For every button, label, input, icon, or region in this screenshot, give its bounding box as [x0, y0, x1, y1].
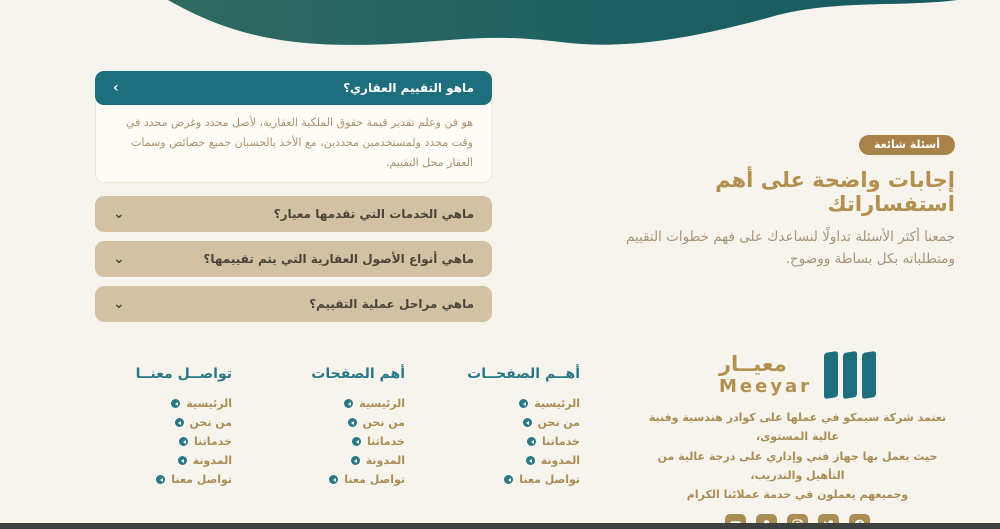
footer-link-contact[interactable]: تواصل معنا — [265, 470, 405, 489]
logo-name-arabic: معيــار — [718, 351, 787, 376]
logo-name-english: Meeyar — [718, 376, 813, 398]
arrow-bullet-icon — [156, 475, 165, 484]
faq-description: جمعنا أكثر الأسئلة تداولًا لنساعدك على فهم خطوات التقييم ومتطلباته بكل بساطة ووضوح. — [625, 229, 955, 268]
footer-link-about[interactable]: من نحن — [440, 413, 580, 432]
arrow-bullet-icon — [175, 418, 184, 427]
brand-logo-text — [719, 353, 812, 397]
arrow-bullet-icon — [526, 456, 535, 465]
brand-logo — [640, 352, 955, 398]
meeyar-logo-icon — [824, 352, 876, 398]
brand-description — [640, 408, 955, 504]
brand-description-line: حيث يعمل بها جهاز فني وإداري على درجة عالية من التأهيل والتدريب، — [657, 449, 938, 482]
footer-column-pages-1 — [440, 366, 580, 489]
arrow-bullet-icon — [523, 418, 532, 427]
arrow-bullet-icon — [352, 437, 361, 446]
brand-description-line: وجميعهم يعملون في خدمة عملائنا الكرام — [686, 488, 909, 501]
chevron-down-icon: ⌄ — [113, 251, 125, 268]
bottom-bar — [0, 523, 1000, 529]
footer-column-pages-2 — [265, 366, 405, 489]
top-wave-decoration — [0, 0, 1000, 52]
footer-link-about[interactable]: من نحن — [92, 413, 232, 432]
footer-link-home[interactable]: الرئيسية — [92, 394, 232, 413]
arrow-bullet-icon — [504, 475, 513, 484]
footer-link-services[interactable]: خدماتنا — [265, 432, 405, 451]
footer-column-contact — [92, 366, 232, 489]
arrow-bullet-icon — [351, 456, 360, 465]
faq-accordion — [95, 71, 492, 322]
faq-item-4-header[interactable] — [95, 286, 492, 322]
arrow-bullet-icon — [527, 437, 536, 446]
footer-link-services[interactable]: خدماتنا — [440, 432, 580, 451]
faq-item-3-header[interactable] — [95, 241, 492, 277]
faq-item-1-answer: هو فن وعلم تقدير قيمة حقوق الملكية العقارية، لأصل محدد وغرض محدد في وقت محدد ولمستخدمين محددين، مع الأخذ بالحسبان جميع خصائص وسمات العقار محل التقييم. — [95, 101, 492, 183]
faq-title: إجابات واضحة على أهم استفساراتك — [715, 168, 955, 216]
footer-brand — [640, 352, 955, 529]
wave-shape — [0, 0, 1000, 52]
arrow-bullet-icon — [171, 399, 180, 408]
footer-link-home[interactable]: الرئيسية — [440, 394, 580, 413]
footer-link-blog[interactable]: المدونة — [265, 451, 405, 470]
footer-link-blog[interactable]: المدونة — [440, 451, 580, 470]
arrow-bullet-icon — [519, 399, 528, 408]
arrow-bullet-icon — [178, 456, 187, 465]
faq-item-2-question: ماهي الخدمات التي تقدمها معيار؟ — [273, 207, 474, 222]
footer-heading-pages-1: أهــم الصفحــات — [467, 366, 580, 382]
faq-item-2-header[interactable] — [95, 196, 492, 232]
arrow-bullet-icon — [348, 418, 357, 427]
chevron-down-icon: ⌄ — [113, 296, 125, 313]
brand-description-line: تعتمد شركة سيمكو في عملها على كوادر هندسية وفنية عالية المستوى، — [648, 411, 947, 444]
chevron-right-icon: › — [113, 80, 119, 96]
footer-link-contact[interactable]: تواصل معنا — [92, 470, 232, 489]
faq-item-4-question: ماهي مراحل عملية التقييم؟ — [309, 297, 474, 312]
faq-intro — [583, 133, 955, 271]
footer-link-services[interactable]: خدماتنا — [92, 432, 232, 451]
faq-item-1-question: ماهو التقييم العقاري؟ — [343, 81, 474, 95]
arrow-bullet-icon — [329, 475, 338, 484]
footer-link-contact[interactable]: تواصل معنا — [440, 470, 580, 489]
footer-link-blog[interactable]: المدونة — [92, 451, 232, 470]
footer-link-home[interactable]: الرئيسية — [265, 394, 405, 413]
faq-item-3-question: ماهي أنواع الأصول العقارية التي يتم تقييمها؟ — [203, 252, 474, 267]
footer-link-about[interactable]: من نحن — [265, 413, 405, 432]
arrow-bullet-icon — [179, 437, 188, 446]
chevron-down-icon: ⌄ — [113, 206, 125, 223]
faq-badge: أسئلة شائعة — [859, 135, 955, 155]
faq-item-1-header[interactable] — [95, 71, 492, 105]
arrow-bullet-icon — [344, 399, 353, 408]
footer-heading-pages-2: أهم الصفحات — [311, 366, 405, 382]
footer-heading-contact: تواصــل معنــا — [135, 366, 232, 382]
